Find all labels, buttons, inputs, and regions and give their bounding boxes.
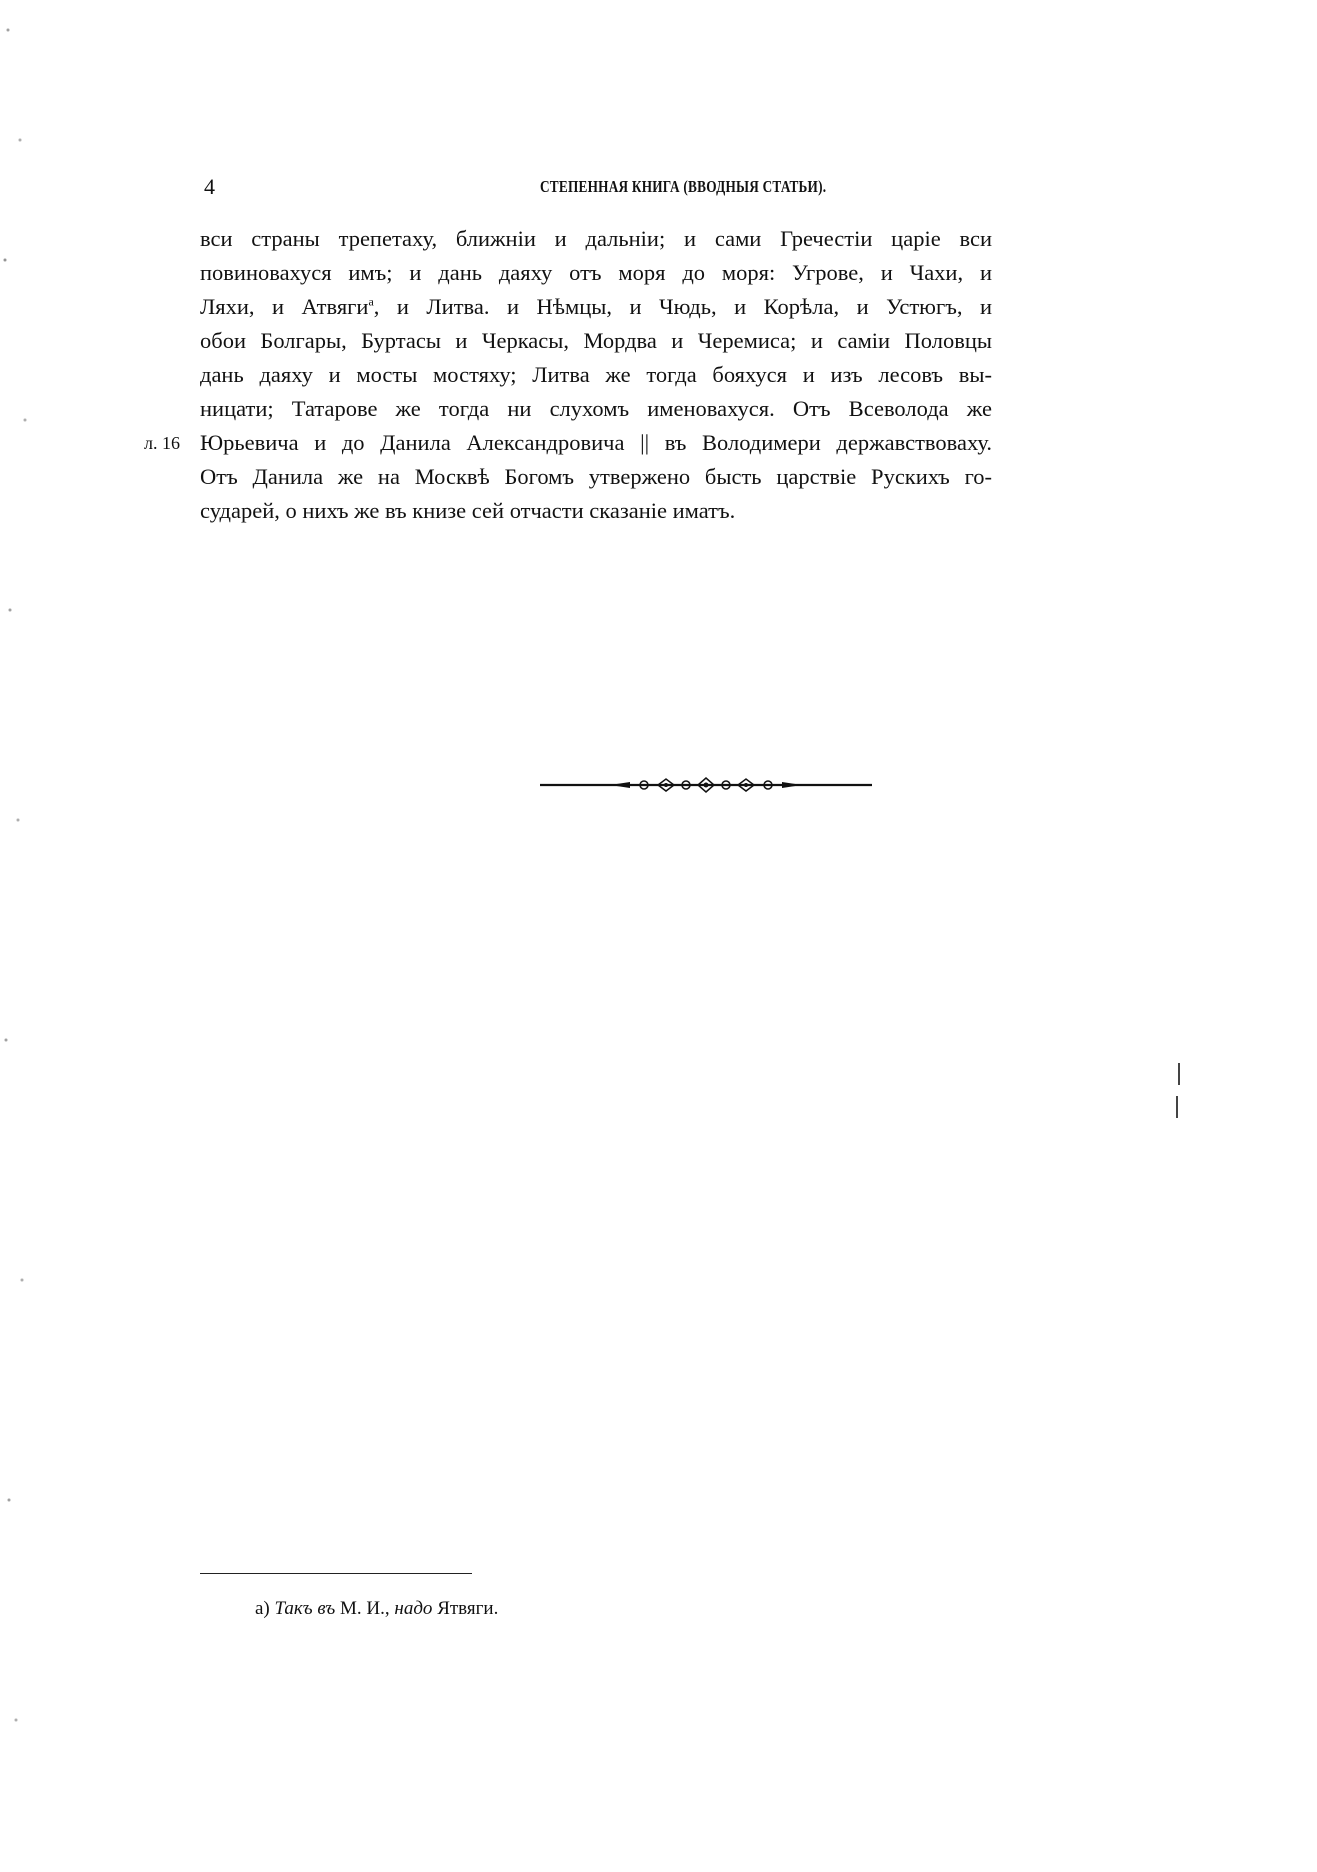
footnote-reference: а [368,294,374,309]
ornament-divider [540,776,872,794]
text-line: вси страны трепетаху, ближнiи и дальнiи; и сами Гречестiи царiе вси [200,226,992,251]
text-line [144,426,992,460]
text-line-rest: , и Литва. и Нѣмцы, и Чюдь, и Корѣла, и Устюгъ, и [373,294,992,319]
footnote-rule [200,1573,472,1574]
scan-mark [1178,1063,1180,1085]
scan-mark [1176,1096,1178,1118]
page-number: 4 [204,174,215,199]
footnote [255,1598,498,1620]
text-line: ницати; Татарове же тогда ни слухомъ именовахуся. Отъ Всеволода же [200,396,992,421]
footnote-text: Ятвяги. [437,1598,499,1619]
footnote-text: М. И., [340,1598,390,1619]
footnote-italic-text: Такъ въ [274,1598,336,1619]
text-line: сударей, о нихъ же въ книзе сей отчасти сказанiе иматъ. [200,498,736,523]
text-line: дань даяху и мосты мостяху; Литва же тогда бояхуся и изъ лесовъ вы- [200,362,992,387]
running-head: СТЕПЕННАЯ КНИГА (ВВОДНЫЯ СТАТЬИ). [540,177,827,196]
footnote-italic-text: надо [394,1598,433,1619]
scan-edge-noise [0,0,40,1872]
text-line [200,290,992,324]
text-line: повиновахуся имъ; и дань даяху отъ моря до моря: Угрове, и Чахи, и [200,260,992,285]
text-line: Отъ Данила же на Москвѣ Богомъ утвержено бысть царствiе Рускихъ го- [200,464,992,489]
footnote-marker: а) [255,1598,270,1619]
page-header [204,174,994,200]
text-line: обои Болгары, Буртасы и Черкасы, Мордва и Черемиса; и самiи Половцы [200,328,992,353]
text-line-content: Юрьевича и до Данила Александровича || въ Володимери державствоваху. [200,430,992,455]
text-line-start: Ляхи, и Атвяги [200,294,369,319]
body-text [144,222,992,528]
margin-note: л. 16 [144,433,180,453]
